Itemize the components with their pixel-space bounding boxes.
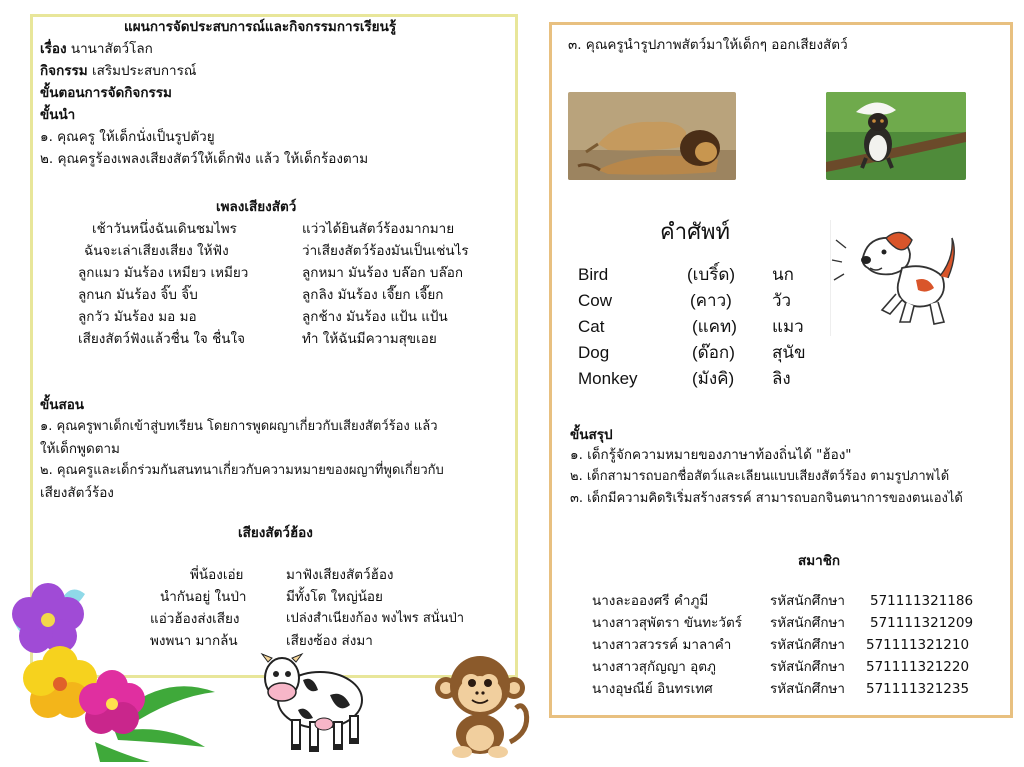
member-id: 571111321186 bbox=[870, 593, 974, 609]
teach-line: ให้เด็กพูดตาม bbox=[40, 441, 120, 457]
step-3: ๓. คุณครูนำรูปภาพสัตว์มาให้เด็กๆ ออกเสียงสัตว์ bbox=[568, 37, 848, 53]
vocab-en: Cow bbox=[578, 291, 613, 310]
vocab-pron: (มังคิ) bbox=[692, 369, 735, 388]
monkey-photo bbox=[826, 92, 966, 180]
song-left-line: เสียงสัตว์ฟังแล้วชื่น ใจ ชื่นใจ bbox=[78, 331, 246, 347]
vocab-th: สุนัข bbox=[772, 343, 806, 362]
poem-right-line: เสียงซ้อง ส่งมา bbox=[286, 633, 373, 649]
vocab-en: Bird bbox=[578, 265, 609, 284]
vocab-title: คำศัพท์ bbox=[660, 219, 731, 244]
summary-line: ๒. เด็กสามารถบอกชื่อสัตว์และเลียนแบบเสียงสัตว์ร้อง ตามรูปภาพได้ bbox=[570, 469, 950, 484]
member-id-label: รหัสนักศึกษา bbox=[770, 681, 846, 697]
member-name: นางสาวสุกัญญา อุตภู bbox=[592, 659, 716, 675]
song-right-line: แว่วได้ยินสัตว์ร้องมากมาย bbox=[302, 221, 455, 237]
poem-left-line: แอ่วฮ้องส่งเสียง bbox=[150, 611, 240, 627]
song-left-line: เช้าวันหนึ่งฉันเดินชมไพร bbox=[92, 221, 237, 237]
steps-heading: ขั้นตอนการจัดกิจกรรม bbox=[40, 85, 172, 101]
summary-heading: ขั้นสรุป bbox=[570, 427, 613, 443]
song-right-line: ลูกลิง มันร้อง เจี๊ยก เจี๊ยก bbox=[302, 287, 444, 303]
topic-label: เรื่อง bbox=[40, 41, 67, 57]
monkey-cartoon-icon bbox=[430, 652, 534, 762]
member-id-label: รหัสนักศึกษา bbox=[770, 659, 846, 675]
vocab-th: ลิง bbox=[772, 369, 791, 388]
topic-line bbox=[40, 38, 153, 60]
teach-line: เสียงสัตว์ร้อง bbox=[40, 485, 114, 501]
vocab-th: นก bbox=[772, 265, 794, 284]
vocab-en: Dog bbox=[578, 343, 610, 362]
song-left-line: ฉันจะเล่าเสียงเสียง ให้ฟัง bbox=[84, 243, 229, 259]
activity-line bbox=[40, 60, 196, 82]
song-right-line: ว่าเสียงสัตว์ร้องมันเป็นเช่นไร bbox=[302, 243, 469, 259]
member-name: นางละอองศรี คำภูมี bbox=[592, 593, 709, 609]
vocab-en: Cat bbox=[578, 317, 605, 336]
member-name: นางสาวสวรรค์ มาลาคำ bbox=[592, 637, 732, 653]
member-id-label: รหัสนักศึกษา bbox=[770, 637, 846, 653]
member-name: นางอุษณีย์ อินทรเทศ bbox=[592, 681, 713, 697]
teach-line: ๒. คุณครูและเด็กร่วมกันสนทนาเกี่ยวกับความหมายของผญาที่พูดเกี่ยวกับ bbox=[40, 463, 444, 478]
song-left-line: ลูกนก มันร้อง จิ๊บ จิ๊บ bbox=[78, 287, 198, 303]
member-id: 571111321210 bbox=[866, 637, 970, 653]
song-left-line: ลูกวัว มันร้อง มอ มอ bbox=[78, 309, 197, 325]
vocab-th: วัว bbox=[772, 291, 792, 310]
vocab-pron: (ด๊อก) bbox=[692, 343, 735, 362]
poem-left-line: นำกันอยู่ ในป่า bbox=[160, 589, 247, 605]
teach-line: ๑. คุณครูพาเด็กเข้าสู่บทเรียน โดยการพูดผญาเกี่ยวกับเสียงสัตว์ร้อง แล้ว bbox=[40, 419, 438, 434]
member-name: นางสาวสุพัตรา ขันทะวัตร์ bbox=[592, 615, 743, 631]
vocab-th: แมว bbox=[772, 317, 804, 336]
dog-cartoon-icon bbox=[830, 218, 966, 336]
members-heading: สมาชิก bbox=[798, 553, 841, 569]
plan-title: แผนการจัดประสบการณ์และกิจกรรมการเรียนรู้ bbox=[124, 19, 397, 35]
member-id: 571111321235 bbox=[866, 681, 970, 697]
vocab-en: Monkey bbox=[578, 369, 638, 388]
member-id-label: รหัสนักศึกษา bbox=[770, 593, 846, 609]
poem-right-line: มีทั้งโต ใหญ่น้อย bbox=[286, 589, 383, 605]
song-right-line: ลูกหมา มันร้อง บล๊อก บล๊อก bbox=[302, 265, 464, 281]
intro-step-1: ๑. คุณครู ให้เด็กนั่งเป็นรูปตัวยู bbox=[40, 129, 215, 145]
poem-right-line: มาฟังเสียงสัตว์ฮ้อง bbox=[286, 567, 394, 583]
activity-label: กิจกรรม bbox=[40, 63, 88, 79]
poem-left-line: พี่น้องเอ่ย bbox=[190, 567, 244, 583]
intro-step-2: ๒. คุณครูร้องเพลงเสียงสัตว์ให้เด็กฟัง แล้ว ให้เด็กร้องตาม bbox=[40, 151, 369, 167]
vocab-pron: (แคท) bbox=[692, 317, 737, 336]
intro-heading: ขั้นนำ bbox=[40, 107, 76, 123]
member-id: 571111321209 bbox=[870, 615, 974, 631]
member-id: 571111321220 bbox=[866, 659, 970, 675]
summary-line: ๓. เด็กมีความคิดริเริ่มสร้างสรรค์ สามารถบอกจินตนาการของตนเองได้ bbox=[570, 491, 963, 506]
cow-cartoon-icon bbox=[258, 650, 368, 762]
vocab-pron: (เบริ์ด) bbox=[687, 265, 736, 284]
member-id-label: รหัสนักศึกษา bbox=[770, 615, 846, 631]
lion-photo bbox=[568, 92, 736, 180]
song-right-line: ลูกช้าง มันร้อง แป้น แป้น bbox=[302, 309, 448, 325]
topic-value: นานาสัตว์โลก bbox=[70, 41, 153, 57]
poem-title: เสียงสัตว์ฮ้อง bbox=[238, 525, 313, 541]
vocab-pron: (คาว) bbox=[690, 291, 732, 310]
summary-line: ๑. เด็กรู้จักความหมายของภาษาท้องถิ่นได้ "ฮ้อง" bbox=[570, 447, 852, 463]
poem-left-line: พงพนา มากล้น bbox=[150, 633, 238, 649]
song-title: เพลงเสียงสัตว์ bbox=[216, 199, 297, 215]
teach-heading: ขั้นสอน bbox=[40, 397, 85, 413]
poem-right-line: เปล่งสำเนียงก้อง พงไพร สนั่นป่า bbox=[286, 611, 465, 626]
hibiscus-flower-icon bbox=[0, 572, 230, 762]
song-right-line: ทำ ให้ฉันมีความสุขเอย bbox=[302, 331, 437, 347]
activity-value: เสริมประสบการณ์ bbox=[91, 63, 197, 79]
song-left-line: ลูกแมว มันร้อง เหมียว เหมียว bbox=[78, 265, 249, 281]
